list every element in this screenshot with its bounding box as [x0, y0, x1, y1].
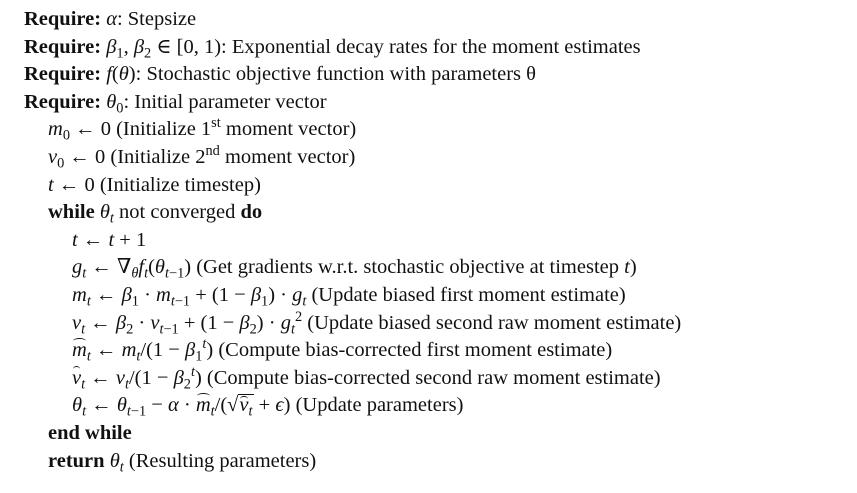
while-keyword: while — [48, 201, 95, 224]
body-comment: (Compute bias-corrected first moment estimate) — [218, 339, 613, 362]
math-v-hat: $v_t$ ← $v_t/(1 - \beta_2^t)$ — [72, 363, 202, 393]
while-line — [24, 199, 857, 227]
require-keyword: Require: — [24, 90, 102, 113]
init-comment: (Initialize 1st moment vector) — [116, 115, 357, 141]
body-comment: (Update biased second raw moment estimate) — [307, 311, 682, 334]
init-line-m0 — [24, 116, 857, 144]
body-line-increment — [24, 227, 857, 255]
body-comment: (Update biased first moment estimate) — [311, 283, 626, 306]
do-keyword: do — [240, 201, 263, 224]
require-keyword: Require: — [24, 35, 102, 58]
math-f-theta: f(θ) — [106, 63, 136, 86]
body-line-first-moment — [24, 282, 857, 310]
math-alpha: α — [106, 8, 117, 30]
end-while-line — [24, 420, 857, 448]
math-m-hat: $m_t$ ← $m_t/(1 - \beta_1^t)$ — [72, 336, 214, 365]
return-line — [24, 448, 857, 476]
return-keyword: return — [48, 449, 105, 472]
body-comment: (Compute bias-corrected second raw moment estimate) — [206, 366, 661, 389]
body-line-second-bias-correction — [24, 365, 857, 393]
math-v0-assign: $v_0$ ← 0 — [48, 145, 106, 172]
math-second-moment: $v_t$ ← $\beta_2 \cdot v_{t-1} + (1 - \beta_2) \cdot g_t^2$ — [72, 308, 303, 337]
while-condition: $\theta_t$ not converged — [99, 201, 236, 227]
init-comment: (Initialize 2nd moment vector) — [110, 143, 356, 168]
require-line-initial-params — [24, 89, 857, 117]
math-theta0: $\theta_0$ — [106, 90, 124, 117]
init-line-v0 — [24, 144, 857, 172]
require-line-decay-rates — [24, 34, 857, 62]
require-keyword: Require: — [24, 8, 102, 30]
require-keyword: Require: — [24, 63, 102, 86]
math-t-assign: t ← 0 — [48, 173, 95, 196]
init-line-t — [24, 172, 857, 200]
require-line-objective — [24, 61, 857, 89]
init-comment: (Initialize timestep) — [99, 173, 261, 196]
math-first-moment: $m_t$ ← $\beta_1 \cdot m_{t-1} + (1 - \beta_1) \cdot g_t$ — [72, 283, 307, 310]
math-param-update: $\theta_t$ ← $\theta_{t-1} - \alpha \cdot m_t/(√v_t + \epsilon)$ — [72, 394, 291, 420]
require-line-stepsize — [24, 6, 857, 34]
body-comment: (Update parameters) — [295, 394, 464, 417]
math-return-theta: $\theta_t$ — [109, 449, 124, 475]
require-text: : Stochastic objective function with parameters θ — [135, 63, 536, 86]
math-betas: $\beta_1$, $\beta_2$ ∈ [0, 1) — [106, 35, 222, 61]
require-text: : Initial parameter vector — [123, 90, 327, 113]
math-gradient: $g_t$ ← $\nabla_\theta f_t(\theta_{t-1})$ — [72, 256, 192, 282]
body-line-gradient — [24, 254, 857, 282]
body-line-param-update — [24, 392, 857, 420]
require-text: : Stepsize — [116, 8, 197, 30]
body-line-first-bias-correction — [24, 337, 857, 365]
require-text: : Exponential decay rates for the moment estimates — [221, 35, 641, 58]
return-comment: (Resulting parameters) — [128, 449, 317, 472]
math-t-increment: t ← t + 1 — [72, 228, 147, 251]
math-m0-assign: $m_0$ ← 0 — [48, 118, 111, 144]
body-comment: (Get gradients w.r.t. stochastic objective at timestep t) — [196, 256, 637, 279]
end-while-keyword: end while — [48, 421, 132, 444]
body-line-second-moment — [24, 310, 857, 338]
